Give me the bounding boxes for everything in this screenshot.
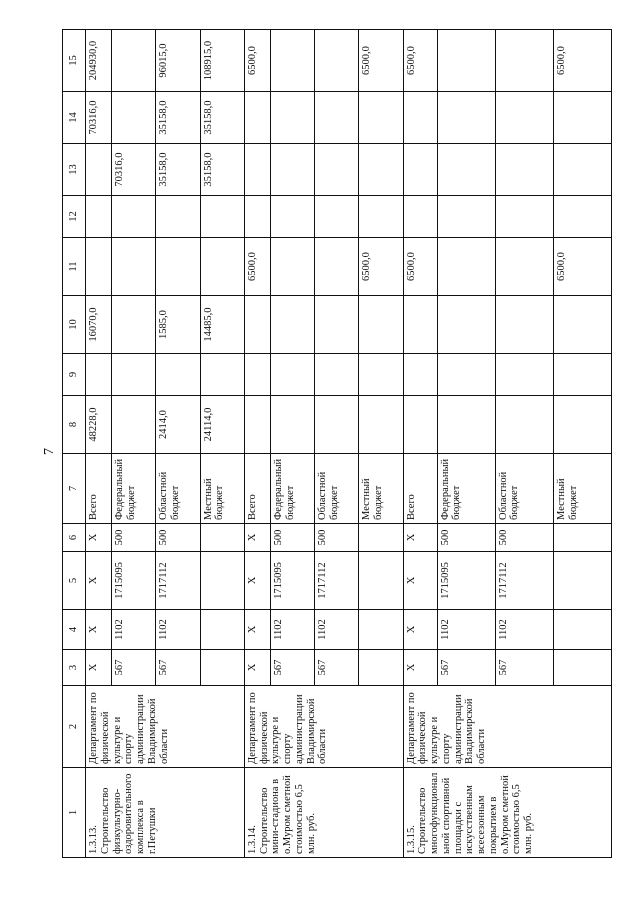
project-id: 1.3.14. [246, 825, 258, 854]
cell-c13 [495, 144, 553, 196]
project-executor: Департамент по физической культуре и спорту администрации Владимирской области [403, 686, 612, 768]
cell-c9 [200, 354, 244, 396]
cell-c15 [270, 30, 314, 92]
column-number-8: 8 [63, 396, 86, 454]
cell-c13 [403, 144, 437, 196]
cell-c3: 567 [156, 650, 200, 686]
cell-c9 [553, 354, 611, 396]
funding-source: Местный бюджет [359, 454, 403, 524]
cell-c12 [553, 196, 611, 238]
column-number-6: 6 [63, 524, 86, 552]
cell-c5 [359, 552, 403, 610]
cell-c15: 6500,0 [359, 30, 403, 92]
cell-c6 [200, 524, 244, 552]
budget-table [62, 29, 612, 858]
project-cell [244, 768, 403, 858]
cell-c8 [437, 396, 495, 454]
cell-c11 [156, 238, 200, 296]
cell-c12 [437, 196, 495, 238]
cell-c4: 1102 [156, 610, 200, 650]
cell-c4: 1102 [270, 610, 314, 650]
cell-c3: X [86, 650, 112, 686]
cell-c15 [315, 30, 359, 92]
cell-c11 [270, 238, 314, 296]
cell-c14 [315, 92, 359, 144]
cell-c4: 1102 [315, 610, 359, 650]
cell-c4: 1102 [437, 610, 495, 650]
table-row [403, 30, 437, 858]
cell-c13 [359, 144, 403, 196]
cell-c14 [359, 92, 403, 144]
cell-c5 [200, 552, 244, 610]
cell-c10 [437, 296, 495, 354]
cell-c15 [495, 30, 553, 92]
cell-c15 [112, 30, 156, 92]
cell-c15: 108915,0 [200, 30, 244, 92]
cell-c6: X [403, 524, 437, 552]
cell-c10 [359, 296, 403, 354]
cell-c13 [270, 144, 314, 196]
cell-c3: 567 [270, 650, 314, 686]
page-number: 7 [42, 448, 57, 455]
cell-c3: 567 [315, 650, 359, 686]
cell-c9 [112, 354, 156, 396]
cell-c10 [403, 296, 437, 354]
cell-c12 [112, 196, 156, 238]
cell-c5: X [403, 552, 437, 610]
cell-c14 [270, 92, 314, 144]
cell-c10: 16070,0 [86, 296, 112, 354]
budget-table-area [62, 30, 612, 858]
cell-c4 [553, 610, 611, 650]
cell-c6: 500 [112, 524, 156, 552]
cell-c15: 6500,0 [244, 30, 270, 92]
table-row [244, 30, 270, 858]
project-title: Строительство многофункциональной спортивной площадки с искусственным всесезонным покрытием в о.Муром сметной стоимостью 6,5 млн. руб. [417, 772, 534, 854]
cell-c9 [270, 354, 314, 396]
cell-c4: X [244, 610, 270, 650]
cell-c6 [359, 524, 403, 552]
column-number-2: 2 [63, 686, 86, 768]
cell-c10 [112, 296, 156, 354]
cell-c10 [270, 296, 314, 354]
cell-c14 [403, 92, 437, 144]
cell-c14 [495, 92, 553, 144]
cell-c10 [553, 296, 611, 354]
cell-c9 [156, 354, 200, 396]
funding-source: Всего [403, 454, 437, 524]
cell-c5: 1717112 [156, 552, 200, 610]
cell-c14: 70316,0 [86, 92, 112, 144]
cell-c3 [359, 650, 403, 686]
cell-c11: 6500,0 [359, 238, 403, 296]
funding-source: Всего [244, 454, 270, 524]
cell-c8: 2414,0 [156, 396, 200, 454]
cell-c14 [244, 92, 270, 144]
funding-source: Областной бюджет [495, 454, 553, 524]
cell-c3: X [403, 650, 437, 686]
cell-c5 [553, 552, 611, 610]
cell-c6: 500 [156, 524, 200, 552]
cell-c6: X [86, 524, 112, 552]
cell-c9 [315, 354, 359, 396]
funding-source: Федеральный бюджет [270, 454, 314, 524]
rotated-table-wrapper [62, 30, 612, 858]
cell-c6 [553, 524, 611, 552]
cell-c13 [315, 144, 359, 196]
cell-c3 [553, 650, 611, 686]
column-number-13: 13 [63, 144, 86, 196]
funding-source: Местный бюджет [200, 454, 244, 524]
cell-c5: 1715095 [437, 552, 495, 610]
column-number-7: 7 [63, 454, 86, 524]
column-number-row [63, 30, 86, 858]
cell-c13 [244, 144, 270, 196]
cell-c5: 1717112 [495, 552, 553, 610]
cell-c11 [315, 238, 359, 296]
column-number-10: 10 [63, 296, 86, 354]
cell-c4 [200, 610, 244, 650]
cell-c13 [86, 144, 112, 196]
column-number-4: 4 [63, 610, 86, 650]
cell-c4: X [86, 610, 112, 650]
cell-c15: 96015,0 [156, 30, 200, 92]
cell-c5: 1715095 [112, 552, 156, 610]
cell-c4: X [403, 610, 437, 650]
cell-c10 [495, 296, 553, 354]
column-number-12: 12 [63, 196, 86, 238]
cell-c3: 567 [495, 650, 553, 686]
cell-c5: X [86, 552, 112, 610]
cell-c12 [156, 196, 200, 238]
cell-c12 [403, 196, 437, 238]
cell-c3 [200, 650, 244, 686]
cell-c6: 500 [495, 524, 553, 552]
cell-c8 [553, 396, 611, 454]
cell-c8: 48228,0 [86, 396, 112, 454]
column-number-5: 5 [63, 552, 86, 610]
cell-c11: 6500,0 [403, 238, 437, 296]
cell-c12 [86, 196, 112, 238]
cell-c9 [86, 354, 112, 396]
cell-c15: 204930,0 [86, 30, 112, 92]
cell-c13: 35158,0 [200, 144, 244, 196]
funding-source: Местный бюджет [553, 454, 611, 524]
cell-c13 [437, 144, 495, 196]
cell-c12 [244, 196, 270, 238]
cell-c9 [403, 354, 437, 396]
cell-c14: 35158,0 [200, 92, 244, 144]
cell-c5: X [244, 552, 270, 610]
column-number-15: 15 [63, 30, 86, 92]
cell-c3: 567 [437, 650, 495, 686]
project-cell [86, 768, 245, 858]
cell-c11: 6500,0 [553, 238, 611, 296]
cell-c11 [495, 238, 553, 296]
cell-c11: 6500,0 [244, 238, 270, 296]
cell-c12 [315, 196, 359, 238]
project-title: Строительство мини-стадиона в о.Муром сметной стоимостью 6,5 млн. руб. [258, 775, 317, 854]
cell-c8 [315, 396, 359, 454]
cell-c6: 500 [437, 524, 495, 552]
column-number-14: 14 [63, 92, 86, 144]
cell-c4 [359, 610, 403, 650]
cell-c6: 500 [315, 524, 359, 552]
cell-c8 [270, 396, 314, 454]
column-number-9: 9 [63, 354, 86, 396]
cell-c9 [437, 354, 495, 396]
cell-c10: 14485,0 [200, 296, 244, 354]
project-title: Строительство физкультурно-оздоровительного комплекса в г.Петушки [99, 773, 158, 854]
cell-c15 [437, 30, 495, 92]
project-id: 1.3.13. [88, 825, 99, 854]
cell-c14 [553, 92, 611, 144]
cell-c9 [495, 354, 553, 396]
cell-c11 [112, 238, 156, 296]
column-number-3: 3 [63, 650, 86, 686]
project-id: 1.3.15. [405, 825, 417, 854]
funding-source: Областной бюджет [156, 454, 200, 524]
cell-c8 [495, 396, 553, 454]
cell-c9 [359, 354, 403, 396]
table-body [86, 30, 612, 858]
project-executor: Департамент по физической культуре и спорту администрации Владимирской области [86, 686, 245, 768]
cell-c15: 6500,0 [553, 30, 611, 92]
cell-c12 [359, 196, 403, 238]
cell-c8: 24114,0 [200, 396, 244, 454]
cell-c14: 35158,0 [156, 92, 200, 144]
table-row [86, 30, 112, 858]
cell-c13: 35158,0 [156, 144, 200, 196]
cell-c8 [244, 396, 270, 454]
cell-c8 [112, 396, 156, 454]
funding-source: Всего [86, 454, 112, 524]
cell-c12 [200, 196, 244, 238]
cell-c11 [437, 238, 495, 296]
cell-c6: X [244, 524, 270, 552]
column-number-1: 1 [63, 768, 86, 858]
column-number-11: 11 [63, 238, 86, 296]
cell-c11 [86, 238, 112, 296]
cell-c5: 1715095 [270, 552, 314, 610]
cell-c14 [437, 92, 495, 144]
cell-c3: X [244, 650, 270, 686]
cell-c8 [359, 396, 403, 454]
funding-source: Федеральный бюджет [437, 454, 495, 524]
cell-c14 [112, 92, 156, 144]
cell-c13: 70316,0 [112, 144, 156, 196]
funding-source: Областной бюджет [315, 454, 359, 524]
cell-c10 [315, 296, 359, 354]
cell-c10: 1585,0 [156, 296, 200, 354]
project-cell [403, 768, 612, 858]
cell-c10 [244, 296, 270, 354]
cell-c13 [553, 144, 611, 196]
cell-c9 [244, 354, 270, 396]
cell-c8 [403, 396, 437, 454]
cell-c11 [200, 238, 244, 296]
cell-c12 [495, 196, 553, 238]
cell-c4: 1102 [495, 610, 553, 650]
cell-c4: 1102 [112, 610, 156, 650]
funding-source: Федеральный бюджет [112, 454, 156, 524]
project-executor: Департамент по физической культуре и спорту администрации Владимирской области [244, 686, 403, 768]
cell-c12 [270, 196, 314, 238]
cell-c15: 6500,0 [403, 30, 437, 92]
cell-c6: 500 [270, 524, 314, 552]
cell-c5: 1717112 [315, 552, 359, 610]
cell-c3: 567 [112, 650, 156, 686]
